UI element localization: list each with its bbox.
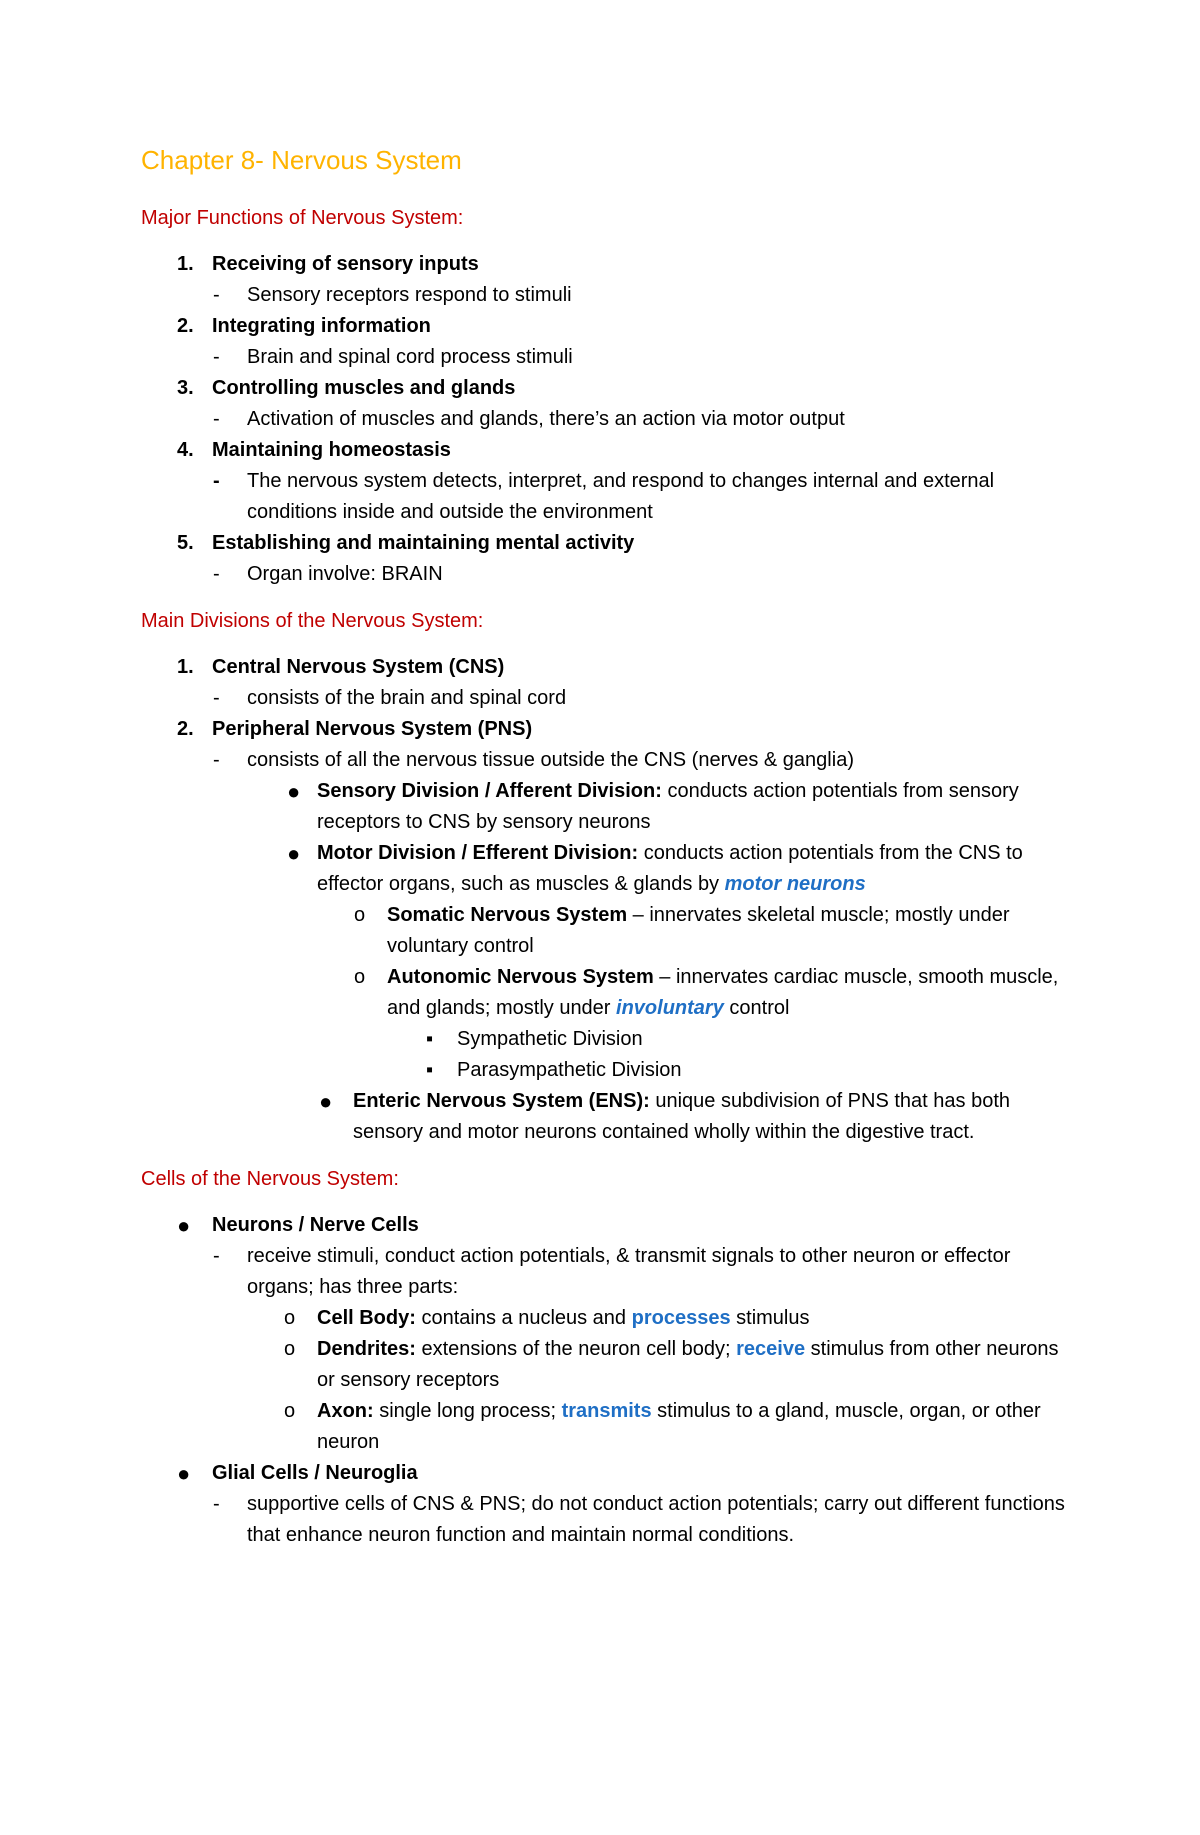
document-page — [141, 143, 1081, 1569]
cells-list — [141, 1210, 1081, 1551]
divisions-list — [141, 652, 1081, 1148]
section-heading-divisions: Main Divisions of the Nervous System: — [141, 610, 484, 632]
list-subitem: - consists of the brain and spinal cord — [213, 687, 567, 709]
list-item-neurons: ● Neurons / Nerve Cells — [177, 1213, 419, 1238]
list-item-pns: 2. Peripheral Nervous System (PNS) — [177, 718, 533, 740]
list-item: 5. Establishing and maintaining mental activity — [177, 532, 635, 554]
list-item-motor-division: ● Motor Division / Efferent Division: conducts action potentials from the CNS to effector organs, such as muscles & glands by motor neurons — [287, 841, 1023, 895]
section-heading-functions: Major Functions of Nervous System: — [141, 207, 464, 229]
list-subitem: - The nervous system detects, interpret, and respond to changes internal and external conditions inside and outside the environment — [213, 470, 995, 523]
list-subitem: - supportive cells of CNS & PNS; do not conduct action potentials; carry out different functions that enhance neuron function and maintain normal conditions. — [213, 1493, 1065, 1546]
list-subitem: - Sensory receptors respond to stimuli — [213, 284, 572, 306]
page-title: Chapter 8- Nervous System — [141, 145, 462, 175]
list-item: 1. Receiving of sensory inputs — [177, 253, 479, 275]
list-subitem: - Activation of muscles and glands, there’s an action via motor output — [213, 408, 845, 430]
list-item: 3. Controlling muscles and glands — [177, 377, 516, 399]
list-subitem: - receive stimuli, conduct action potentials, & transmit signals to other neuron or effector organs; has three parts: — [213, 1245, 1011, 1298]
list-subitem: - Brain and spinal cord process stimuli — [213, 346, 573, 368]
list-item: 4. Maintaining homeostasis — [177, 439, 451, 461]
list-subitem: - consists of all the nervous tissue outside the CNS (nerves & ganglia) — [213, 749, 854, 771]
list-item-sensory-division: ● Sensory Division / Afferent Division: conducts action potentials from sensory receptors to CNS by sensory neurons — [287, 779, 1019, 833]
list-item: 2. Integrating information — [177, 315, 431, 337]
list-subitem: - Organ involve: BRAIN — [213, 563, 443, 585]
list-item-parasympathetic: ▪ Parasympathetic Division — [426, 1059, 682, 1081]
list-item-somatic: o Somatic Nervous System – innervates skeletal muscle; mostly under voluntary control — [354, 904, 1010, 957]
list-item-glial: ● Glial Cells / Neuroglia — [177, 1461, 418, 1486]
list-item-autonomic: o Autonomic Nervous System – innervates cardiac muscle, smooth muscle, and glands; mostly under involuntary control — [354, 966, 1059, 1019]
list-item-axon: o Axon: single long process; transmits stimulus to a gland, muscle, organ, or other neuron — [284, 1400, 1041, 1453]
section-heading-cells: Cells of the Nervous System: — [141, 1168, 399, 1190]
list-item-cell-body: o Cell Body: contains a nucleus and processes stimulus — [284, 1307, 810, 1329]
list-item-sympathetic: ▪ Sympathetic Division — [426, 1028, 643, 1050]
list-item-cns: 1. Central Nervous System (CNS) — [177, 656, 505, 678]
list-item-dendrites: o Dendrites: extensions of the neuron cell body; receive stimulus from other neurons or sensory receptors — [284, 1338, 1059, 1391]
list-item-enteric: ● Enteric Nervous System (ENS): unique subdivision of PNS that has both sensory and motor neurons contained wholly within the digestive tract. — [319, 1089, 1010, 1143]
functions-list — [141, 249, 1081, 590]
